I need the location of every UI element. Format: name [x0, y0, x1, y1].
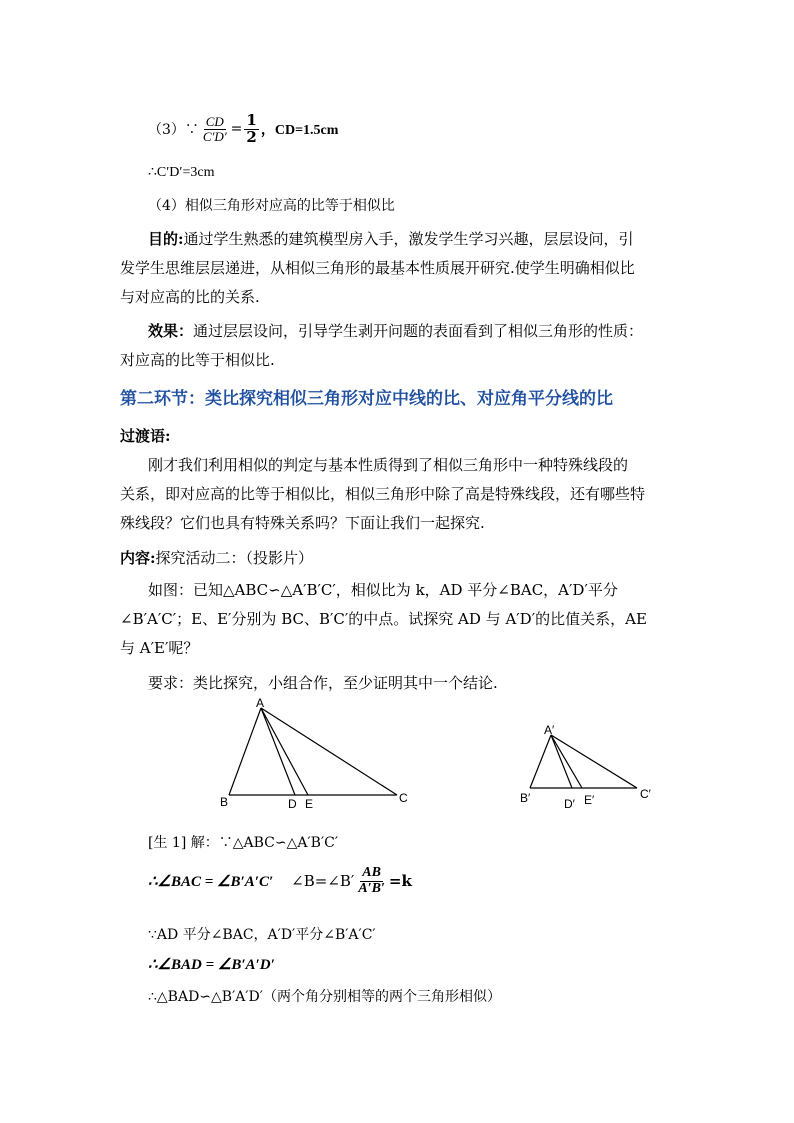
effect-paragraph — [120, 317, 676, 375]
bisector-a-d-prime — [551, 735, 572, 788]
side-a-b-prime — [530, 735, 551, 788]
fraction-ab — [356, 866, 387, 896]
problem-paragraph — [120, 576, 676, 663]
effect-label: 效果： — [148, 322, 194, 340]
median-ae — [261, 708, 308, 795]
transition-line-2: 关系，即对应高的比等于相似比，相似三角形中除了高是特殊线段，还有哪些特 — [120, 485, 646, 503]
purpose-text-1: 通过学生熟悉的建筑模型房入手，激发学生学习兴趣，层层设问，引 — [183, 230, 634, 248]
effect-text-2: 对应高的比等于相似比. — [120, 351, 275, 369]
effect-text-1: 通过层层设问，引导学生剥开问题的表面看到了相似三角形的性质： — [193, 322, 644, 340]
content-text: 探究活动二：（投影片） — [155, 549, 314, 567]
problem-line-1: 如图：已知△ABC∽△A′B′C′，相似比为 k，AD 平分∠BAC，A′D′平分 — [148, 581, 618, 599]
solution-line-1: [生 1] 解：∵△ABC∽△A′B′C′ — [148, 835, 339, 851]
fraction-half-num: 1 — [246, 111, 257, 129]
median-a-e-prime — [551, 735, 582, 788]
purpose-label: 目的: — [148, 230, 184, 248]
side-ac — [261, 708, 397, 795]
bisector-ad — [261, 708, 295, 795]
side-a-c-prime — [551, 735, 637, 788]
label-a: A — [256, 696, 265, 710]
solution-line-2a: ∴∠BAC = ∠B′A′C′ — [148, 873, 274, 890]
transition-paragraph — [120, 451, 676, 538]
content-label: 内容: — [120, 549, 156, 567]
purpose-text-3: 与对应高的比的关系. — [120, 288, 260, 306]
step-3-suffix: ，CD=1.5cm — [260, 123, 339, 139]
transition-label: 过渡语: — [120, 427, 171, 445]
label-b: B — [220, 795, 229, 809]
fraction-half — [244, 113, 258, 146]
triangle-a-prime-figure — [512, 718, 662, 816]
equals-sign: = — [230, 121, 243, 138]
label-a-prime: A′ — [544, 723, 555, 737]
solution-line-4: ∴∠BAD = ∠B′A′D′ — [148, 957, 275, 973]
problem-line-2: ∠B′A′C′；E、E′分别为 BC、B′C′的中点。试探究 AD 与 A′D′的比值关系，AE — [120, 610, 647, 628]
purpose-text-2: 发学生思维层层递进，从相似三角形的最基本性质展开研究.使学生明确相似比 — [120, 259, 635, 277]
solution-line-2-end: =k — [388, 872, 412, 891]
transition-line-3: 殊线段？它们也具有特殊关系吗？下面让我们一起探究. — [120, 514, 485, 532]
fraction-half-den: 2 — [246, 127, 257, 146]
fraction-cd-den: C′D′ — [202, 128, 227, 144]
content-line — [120, 547, 313, 568]
triangle-abc-figure — [210, 696, 420, 812]
label-b-prime: B′ — [520, 791, 531, 805]
requirement-line: 要求：类比探究，小组合作，至少证明其中一个结论. — [148, 674, 498, 692]
step-3-line — [148, 113, 338, 146]
label-c: C — [399, 791, 408, 805]
cd-result: ∴C′D′=3cm — [148, 165, 215, 180]
side-ab — [229, 708, 261, 795]
fraction-ab-den: A′B′ — [358, 880, 385, 896]
label-e: E — [305, 797, 314, 811]
fraction-cd-num: CD — [205, 114, 224, 130]
section-heading: 第二环节：类比探究相似三角形对应中线的比、对应角平分线的比 — [120, 389, 613, 409]
transition-line-1: 刚才我们利用相似的判定与基本性质得到了相似三角形中一种特殊线段的 — [148, 456, 629, 474]
label-c-prime: C′ — [640, 787, 651, 801]
step-3-prefix: （3）∵ — [148, 122, 199, 139]
fraction-cd — [201, 115, 229, 143]
solution-line-2b: ∠B=∠B′ — [291, 872, 355, 891]
solution-line-3: ∵AD 平分∠BAC，A′D′平分∠B′A′C′ — [148, 927, 376, 943]
solution-line-5: ∴△BAD∽△B′A′D′（两个角分别相等的两个三角形相似） — [148, 989, 501, 1005]
fraction-ab-num: AB — [362, 865, 381, 880]
problem-line-3: 与 A′E′呢？ — [120, 639, 199, 657]
label-e-prime: E′ — [584, 793, 595, 807]
label-d: D — [288, 797, 297, 811]
solution-line-2 — [148, 866, 412, 896]
step-4-line: （4）相似三角形对应高的比等于相似比 — [148, 198, 395, 214]
purpose-paragraph — [120, 225, 676, 312]
label-d-prime: D′ — [564, 797, 575, 811]
